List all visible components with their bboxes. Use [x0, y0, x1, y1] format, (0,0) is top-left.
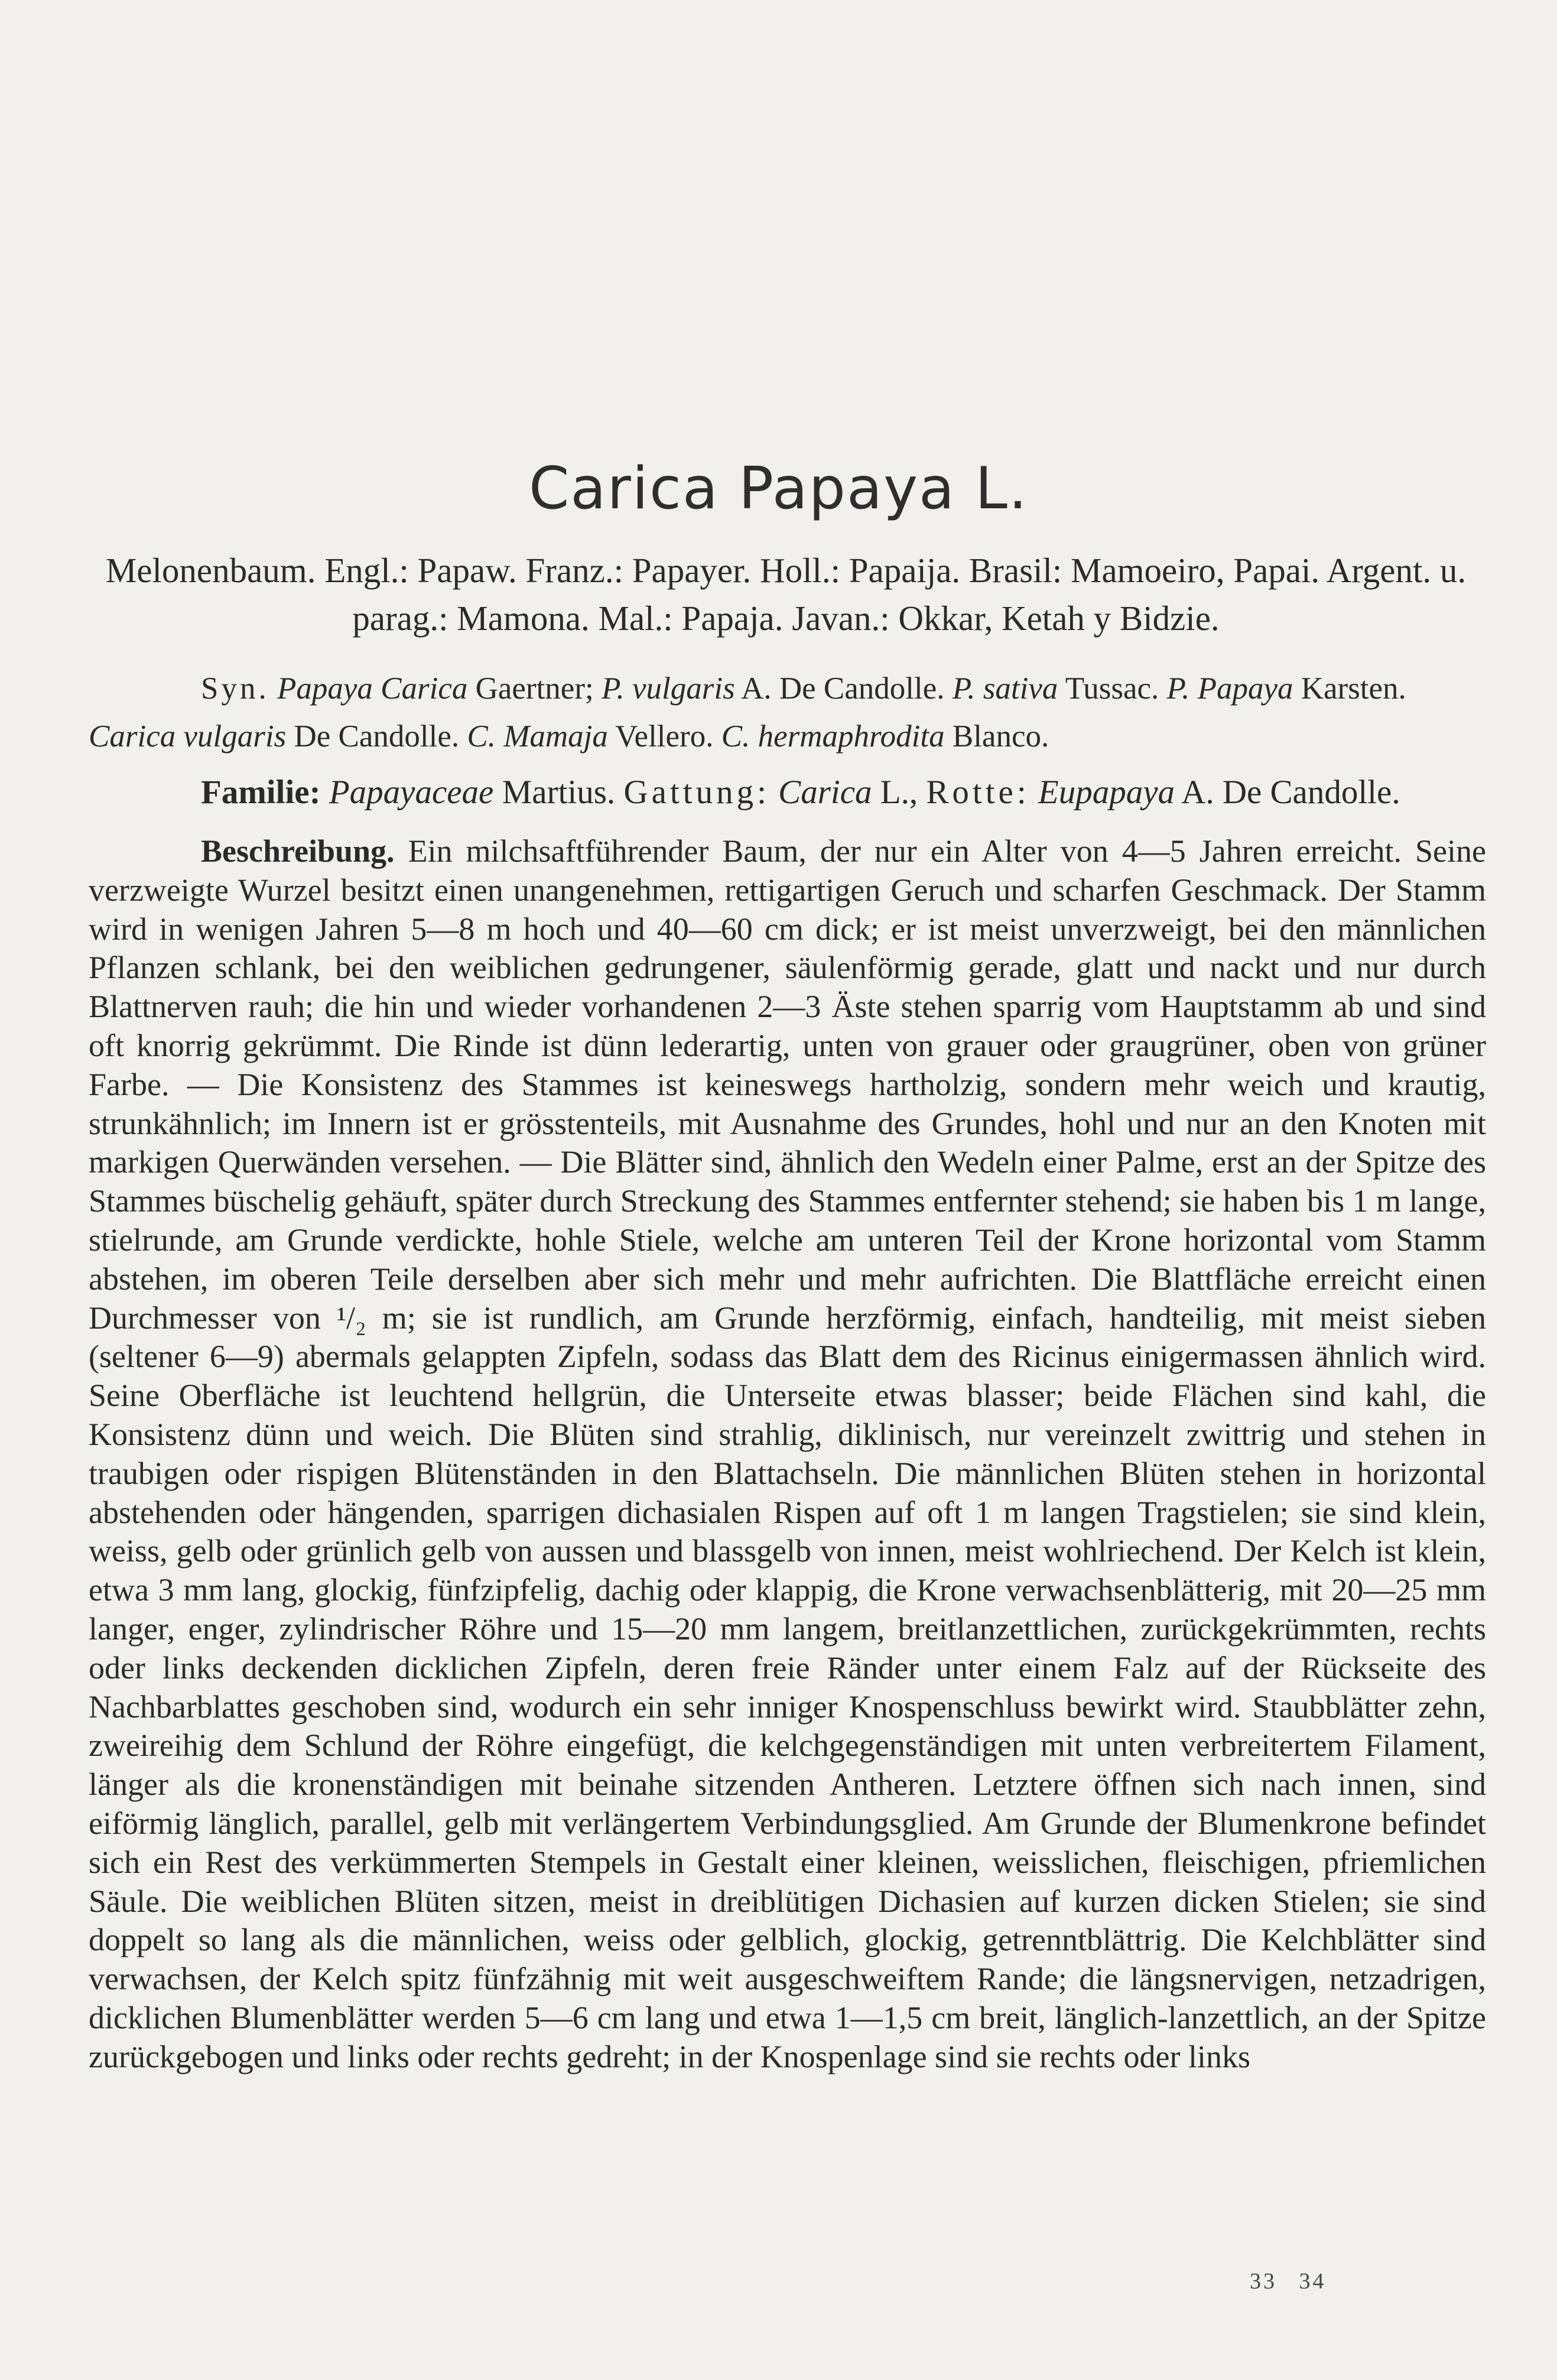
synonym-author: Karsten. [1301, 671, 1406, 706]
synonym-name: C. hermaphrodita [721, 719, 945, 754]
rotte-name: Eupapaya [1038, 774, 1175, 811]
synonym-author: Blanco. [952, 719, 1049, 754]
synonym-name: P. vulgaris [601, 671, 735, 706]
synonym-name: P. sativa [952, 671, 1058, 706]
description-text: Ein milchsaftführender Baum, der nur ein Alter von 4—5 Jahren erreicht. Seine verzweigte Wurzel besitzt einen unangenehmen, rettigartigen Geruch und scharfen Geschmack. Der Stamm wird in wenigen Jahren 5—8 m hoch und 40—60 cm dick; er ist meist unverzweigt, bei den männlichen Pflanzen schlank, bei den weiblichen gedrungener, säulenförmig gerade, glatt und nackt und nur durch Blattnerven rauh; die hin und wieder vorhandenen 2—3 Äste stehen sparrig vom Hauptstamm ab und sind oft knorrig gekrümmt. Die Rinde ist dünn lederartig, unten von grauer oder graugrüner, oben von grüner Farbe. — Die Konsistenz des Stammes ist keineswegs hartholzig, sondern mehr weich und krautig, strunkähnlich; im Innern ist er grösstenteils, mit Ausnahme des Grundes, hohl und nur an den Knoten mit markigen Querwänden versehen. — Die Blätter sind, ähnlich den Wedeln einer Palme, erst an der Spitze des Stammes büschelig gehäuft, später durch Streckung des Stammes entfernter stehend; sie haben bis 1 m lange, stielrunde, am Grunde verdickte, hohle Stiele, welche am unteren Teil der Krone horizontal vom Stamm abstehen, im oberen Teile derselben aber sich mehr und mehr aufrichten. Die Blattfläche erreicht einen Durchmesser von ¹/₂ m; sie ist rundlich, am Grunde herzförmig, einfach, handteilig, mit meist sieben (seltener 6—9) abermals gelappten Zipfeln, sodass das Blatt dem des Ricinus einigermassen ähnlich wird. Seine Oberfläche ist leuchtend hellgrün, die Unterseite etwas blasser; beide Flächen sind kahl, die Konsistenz dünn und weich. Die Blüten sind strahlig, diklinisch, nur vereinzelt zwittrig und stehen in traubigen oder rispigen Blütenständen in den Blattachseln. Die männlichen Blüten stehen in horizontal abstehenden oder hängenden, sparrigen dichasialen Rispen auf oft 1 m langen Tragstielen; sie sind klein, weiss, gelb oder grünlich gelb von aussen und blassgelb von innen, meist wohlriechend. Der Kelch ist klein, etwa 3 mm lang, glockig, fünfzipfelig, dachig oder klappig, die Krone verwachsenblätterig, mit 20—25 mm langer, enger, zylindrischer Röhre und 15—20 mm langem, breitlanzettlichen, zurückgekrümmten, rechts oder links deckenden dicklichen Zipfeln, deren freie Ränder unter einem Falz auf der Rückseite des Nachbarblattes geschoben sind, wodurch ein sehr inniger Knospenschluss bewirkt wird. Staubblätter zehn, zweireihig dem Schlund der Röhre eingefügt, die kelchgegenständigen mit unten verbreitertem Filament, länger als die kronenständigen mit beinahe sitzenden Antheren. Letztere öffnen sich nach innen, sind eiförmig länglich, parallel, gelb mit verlängertem Verbindungsglied. Am Grunde der Blumenkrone befindet sich ein Rest des verkümmerten Stempels in Gestalt einer kleinen, weisslichen, fleischigen, pfriemlichen Säule. Die weiblichen Blüten sitzen, meist in dreiblütigen Dichasien auf kurzen dicken Stielen; sie sind doppelt so lang als die männlichen, weiss oder gelblich, glockig, getrenntblättrig. Die Kelchblätter sind verwachsen, der Kelch spitz fünfzähnig mit weit ausgeschweiftem Rande; die längsnervigen, netzadrigen, dicklichen Blumenblätter werden 5—6 cm lang und etwa 1—1,5 cm breit, länglich-lanzettlich, an der Spitze zurückgebogen und links oder rechts gedreht; in der Knospenlage sind sie rechts oder links [89, 833, 1486, 2074]
synonyms-paragraph [89, 665, 1483, 761]
familie-name: Papayaceae [329, 774, 494, 811]
familie-author: Martius. [502, 774, 616, 811]
rotte-author: A. De Candolle. [1181, 774, 1400, 811]
common-names: Melonenbaum. Engl.: Papaw. Franz.: Papayer. Holl.: Papaija. Brasil: Mamoeiro, Papai. Argent. u. parag.: Mamona. Mal.: Papaja. Javan.: Okkar, Ketah y Bidzie. [105, 551, 1467, 638]
description-block [89, 832, 1486, 2077]
synonym-name: C. Mamaja [467, 719, 608, 754]
synonym-author: A. De Candolle. [741, 671, 945, 706]
synonym-author: Vellero. [615, 719, 714, 754]
synonym-author: Gaertner; [475, 671, 594, 706]
description-paragraph [89, 832, 1486, 2077]
synonym-author: De Candolle. [294, 719, 460, 754]
synonym-author: Tussac. [1065, 671, 1159, 706]
synonym-name: Papaya Carica [277, 671, 468, 706]
page-numbers: 33 34 [1250, 2269, 1327, 2294]
description-label: Beschreibung. [201, 833, 395, 869]
page-title: Carica Papaya L. [528, 455, 1029, 522]
familie-label: Familie: [201, 774, 321, 811]
synonyms-label: Syn. [201, 671, 269, 706]
gattung-name: Carica [778, 774, 872, 811]
gattung-label: Gattung: [623, 774, 770, 811]
synonym-name: P. Papaya [1166, 671, 1293, 706]
synonym-name: Carica vulgaris [89, 719, 287, 754]
classification-line [89, 768, 1483, 816]
gattung-author: L., [880, 774, 918, 811]
rotte-label: Rotte: [926, 774, 1030, 811]
